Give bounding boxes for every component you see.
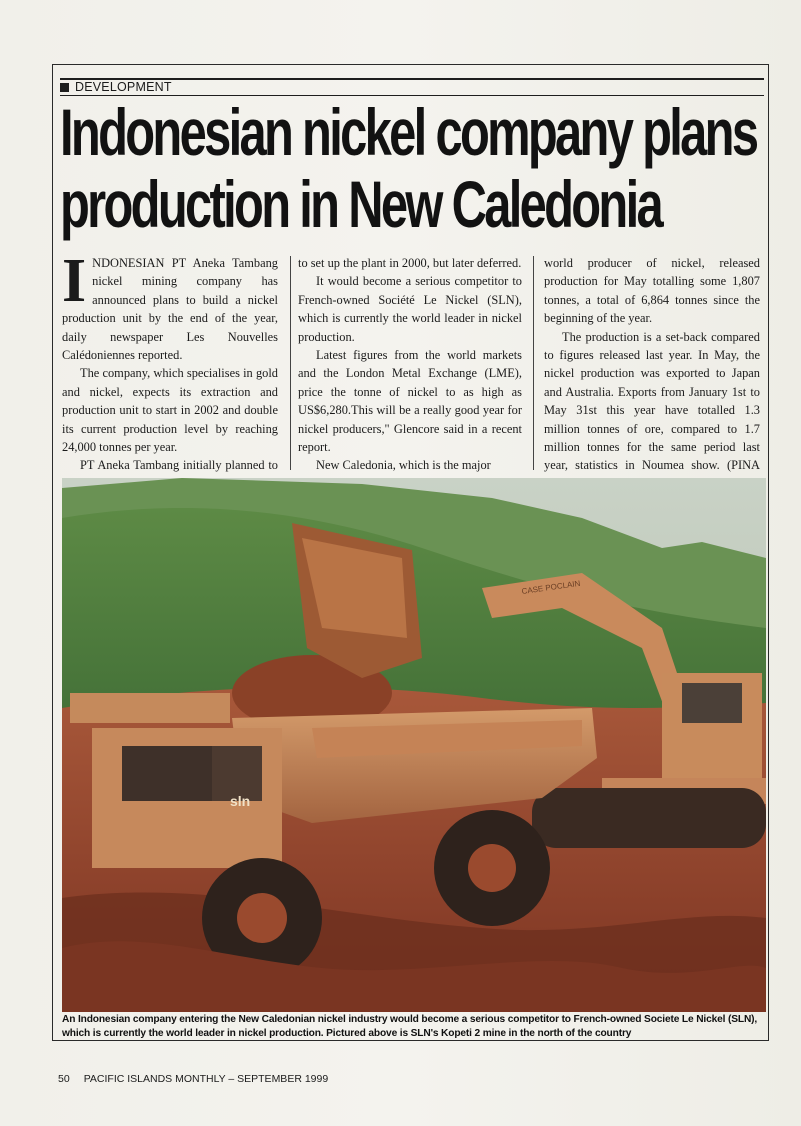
headline-line-2: production in New Caledonia <box>60 167 662 241</box>
mine-photo-illustration <box>62 478 766 1012</box>
photo-caption: An Indonesian company entering the New Caledonian nickel industry would become a serious competitor to French-owned Societe Le Nickel (SLN), which is currently the world leader in nickel production. Pictured above is SLN's Kopeti 2 mine in the north of the country <box>62 1014 758 1039</box>
article-body <box>62 247 762 476</box>
article-column-1 <box>62 247 278 476</box>
square-bullet-icon <box>60 83 69 92</box>
article-paragraph: Latest figures from the world markets and the London Metal Exchange (LME), price the tonne of nickel to as high as US$6,280.This will be a really good year for nickel producers," Glencore said in a recent report. <box>298 348 522 455</box>
article-paragraph <box>544 328 760 494</box>
section-label-text: DEVELOPMENT <box>75 80 172 94</box>
mine-photo <box>62 478 766 1012</box>
article-column-2 <box>298 254 522 476</box>
section-label <box>60 80 172 94</box>
article-paragraph: to set up the plant in 2000, but later deferred. <box>298 256 522 270</box>
truck-logo: sln <box>230 793 251 809</box>
article-paragraph: It would become a serious competitor to French-owned Société Le Nickel (SLN), which is currently the world leader in nickel production. <box>298 274 522 344</box>
page-number: 50 <box>58 1073 70 1085</box>
drop-cap: I <box>62 247 87 315</box>
article-paragraph: NDONESIAN PT Aneka Tambang nickel mining company has announced plans to build a nickel production unit by the end of the year, daily newspaper Les Nouvelles Calédoniennes reported. <box>62 256 278 363</box>
headline-line-1: Indonesian nickel company plans <box>60 95 757 169</box>
article-paragraph: world producer of nickel, released production for May totalling some 1,807 tonnes, a total of 6,864 tonnes since the beginning of the year. <box>544 256 760 326</box>
excavator-label: CASE POCLAIN <box>521 578 581 596</box>
article-column-3 <box>544 254 760 476</box>
publication-line: PACIFIC ISLANDS MONTHLY – SEPTEMBER 1999 <box>83 1073 329 1085</box>
headline <box>60 95 757 241</box>
article-paragraph: The company, which specialises in gold and nickel, expects its extraction and production unit to start in 2002 and double its current production level by reaching 24,000 tonnes per year. <box>62 366 278 455</box>
article-paragraph-text: The production is a set-back compared to figures released last year. In May, the nickel production was exported to Japan and Australia. Exports from January 1st to May 31st this year have totalled 1.3 million tonnes of ore, compared to 1.7 million tonnes for the same period last year, statistics in Noumea show. (PINA <box>544 329 760 473</box>
article-paragraph: PT Aneka Tambang initially planned to <box>80 458 278 473</box>
page-footer <box>58 1073 328 1085</box>
article-paragraph: New Caledonia, which is the major <box>316 458 491 473</box>
article-flow <box>62 247 278 493</box>
